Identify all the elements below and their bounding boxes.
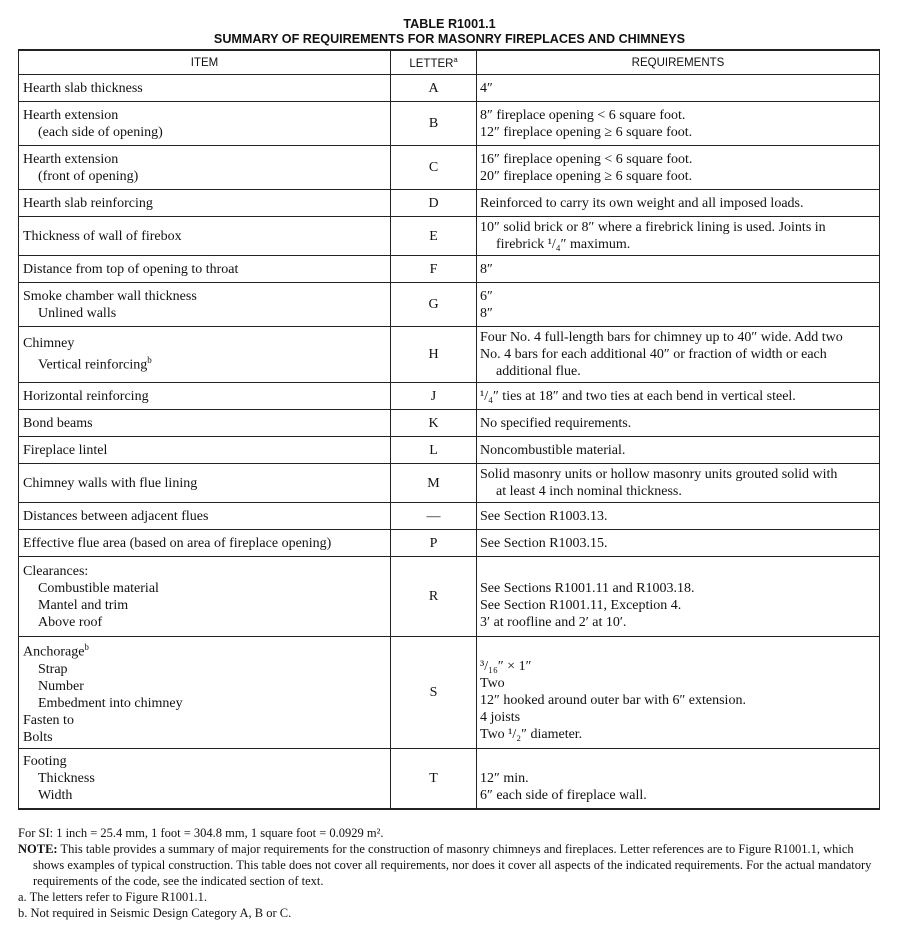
table-row bbox=[19, 503, 880, 530]
item-text: Width bbox=[38, 787, 73, 803]
item-text: Distances between adjacent flues bbox=[23, 508, 209, 524]
item-text: Strap bbox=[38, 661, 68, 677]
requirement-line: Two ¹/₂″ diameter. bbox=[480, 727, 583, 743]
table-row bbox=[19, 383, 880, 410]
item-text: Clearances: bbox=[23, 563, 89, 579]
header-row bbox=[19, 50, 880, 75]
requirement-cell bbox=[477, 437, 880, 464]
item-text: Hearth slab reinforcing bbox=[23, 195, 153, 211]
item-cell bbox=[19, 256, 391, 283]
letter-cell: D bbox=[391, 190, 477, 217]
item-cell bbox=[19, 410, 391, 437]
table-row bbox=[19, 102, 880, 146]
item-text: Chimney bbox=[23, 336, 75, 352]
item-cell bbox=[19, 637, 391, 749]
note-text: This table provides a summary of major requirements for the construction of masonry chimneys and fireplaces. Letter references are to Figure R1001.1, which shows examples of typical construction. This table does not cover all requirements, nor does it cover all aspects of the indicated requirements. For the actual mandatory requirements of the code, see the indicated section of text. bbox=[33, 842, 872, 888]
item-line bbox=[23, 597, 386, 614]
table-row bbox=[19, 557, 880, 637]
requirement-line: Noncombustible material. bbox=[480, 442, 626, 458]
item-line bbox=[23, 352, 386, 374]
item-cell bbox=[19, 383, 391, 410]
requirement-line: See Sections R1001.11 and R1003.18. bbox=[480, 580, 695, 596]
requirement-cell bbox=[477, 190, 880, 217]
letter-cell: K bbox=[391, 410, 477, 437]
item-line bbox=[23, 305, 386, 322]
item-line bbox=[23, 614, 386, 631]
letter-cell: H bbox=[391, 327, 477, 383]
item-line bbox=[23, 661, 386, 678]
item-text: Fasten to bbox=[23, 712, 74, 728]
requirement-cell bbox=[477, 530, 880, 557]
item-line bbox=[23, 261, 386, 278]
requirement-line: 12″ min. bbox=[480, 770, 529, 786]
item-text: Combustible material bbox=[38, 580, 159, 596]
header-letter bbox=[391, 50, 477, 75]
header-letter-text: LETTER bbox=[409, 57, 454, 70]
letter-cell: E bbox=[391, 217, 477, 256]
requirement-line: additional flue. bbox=[496, 364, 581, 379]
item-footnote-marker: b bbox=[84, 642, 89, 652]
table-row bbox=[19, 190, 880, 217]
item-cell bbox=[19, 146, 391, 190]
item-cell bbox=[19, 75, 391, 102]
letter-cell: L bbox=[391, 437, 477, 464]
letter-cell: S bbox=[391, 637, 477, 749]
si-note: For SI: 1 inch = 25.4 mm, 1 foot = 304.8 mm, 1 square foot = 0.0929 m². bbox=[18, 826, 384, 840]
item-line bbox=[23, 580, 386, 597]
table-row bbox=[19, 75, 880, 102]
footnote-b: b. Not required in Seismic Design Category A, B or C. bbox=[18, 906, 292, 920]
requirement-cell bbox=[477, 637, 880, 749]
item-text: Footing bbox=[23, 753, 67, 769]
item-text: Anchorage bbox=[23, 644, 85, 660]
item-line bbox=[23, 695, 386, 712]
requirement-spacer bbox=[480, 753, 875, 770]
item-text: Hearth extension bbox=[23, 151, 119, 167]
item-text: Effective flue area (based on area of fireplace opening) bbox=[23, 535, 332, 551]
item-line bbox=[23, 288, 386, 305]
requirement-line: Four No. 4 full-length bars for chimney up to 40″ wide. Add two bbox=[480, 330, 843, 345]
table-row bbox=[19, 437, 880, 464]
letter-cell: T bbox=[391, 748, 477, 809]
table-row bbox=[19, 530, 880, 557]
requirement-line: 12″ fireplace opening ≥ 6 square foot. bbox=[480, 124, 693, 140]
item-line bbox=[23, 107, 386, 124]
letter-cell: F bbox=[391, 256, 477, 283]
requirement-cell bbox=[477, 557, 880, 637]
requirement-line: 3′ at roofline and 2′ at 10′. bbox=[480, 614, 627, 630]
item-text: (each side of opening) bbox=[38, 124, 163, 140]
item-cell bbox=[19, 102, 391, 146]
table-row bbox=[19, 748, 880, 809]
item-cell bbox=[19, 464, 391, 503]
table-row bbox=[19, 327, 880, 383]
requirement-line: 6″ bbox=[480, 288, 493, 304]
letter-cell: J bbox=[391, 383, 477, 410]
item-line bbox=[23, 508, 386, 525]
requirement-cell bbox=[477, 503, 880, 530]
item-text: Vertical reinforcing bbox=[38, 357, 148, 373]
requirement-line: See Section R1001.11, Exception 4. bbox=[480, 597, 682, 613]
requirement-spacer bbox=[480, 641, 875, 658]
table-row bbox=[19, 464, 880, 503]
note-label: NOTE: bbox=[18, 842, 58, 856]
requirement-line: ¹/₄″ ties at 18″ and two ties at each bend in vertical steel. bbox=[480, 388, 796, 404]
table-notes bbox=[18, 825, 880, 921]
requirement-line: See Section R1003.13. bbox=[480, 508, 608, 524]
requirement-line: 4 joists bbox=[480, 710, 521, 726]
requirements-table bbox=[18, 49, 880, 810]
requirement-spacer bbox=[480, 563, 875, 580]
requirement-line: Reinforced to carry its own weight and all imposed loads. bbox=[480, 195, 804, 211]
letter-cell: R bbox=[391, 557, 477, 637]
requirement-cell bbox=[477, 102, 880, 146]
item-footnote-marker: b bbox=[147, 355, 152, 366]
requirement-line: 8″ fireplace opening < 6 square foot. bbox=[480, 107, 686, 123]
item-line bbox=[23, 168, 386, 185]
letter-cell: B bbox=[391, 102, 477, 146]
requirement-cell bbox=[477, 383, 880, 410]
item-line bbox=[23, 124, 386, 141]
item-text: Bolts bbox=[23, 729, 53, 745]
requirement-cell bbox=[477, 283, 880, 327]
item-cell bbox=[19, 503, 391, 530]
item-cell bbox=[19, 217, 391, 256]
item-cell bbox=[19, 530, 391, 557]
item-text: Unlined walls bbox=[38, 305, 117, 321]
item-text: Mantel and trim bbox=[38, 597, 129, 613]
requirement-line: No specified requirements. bbox=[480, 415, 632, 431]
requirement-cell bbox=[477, 410, 880, 437]
requirement-line: Solid masonry units or hollow masonry units grouted solid with bbox=[480, 467, 838, 482]
item-line bbox=[23, 729, 386, 746]
header-letter-footnote: a bbox=[453, 55, 458, 65]
item-text: Bond beams bbox=[23, 415, 93, 431]
letter-cell: C bbox=[391, 146, 477, 190]
requirement-cell bbox=[477, 464, 880, 503]
table-number: TABLE R1001.1 bbox=[403, 17, 496, 31]
item-line bbox=[23, 563, 386, 580]
item-text: Hearth slab thickness bbox=[23, 80, 143, 96]
requirement-line: Two bbox=[480, 676, 505, 692]
letter-cell: A bbox=[391, 75, 477, 102]
item-line bbox=[23, 639, 386, 661]
item-text: Horizontal reinforcing bbox=[23, 388, 149, 404]
item-text: Hearth extension bbox=[23, 107, 119, 123]
item-text: Above roof bbox=[38, 614, 103, 630]
requirement-cell bbox=[477, 146, 880, 190]
footnote-a: a. The letters refer to Figure R1001.1. bbox=[18, 890, 207, 904]
item-text: Fireplace lintel bbox=[23, 442, 108, 458]
item-line bbox=[23, 228, 386, 245]
item-line bbox=[23, 195, 386, 212]
header-item: ITEM bbox=[19, 50, 391, 75]
letter-cell: P bbox=[391, 530, 477, 557]
item-text: Distance from top of opening to throat bbox=[23, 261, 239, 277]
item-line bbox=[23, 753, 386, 770]
table-row bbox=[19, 217, 880, 256]
table-row bbox=[19, 283, 880, 327]
item-line bbox=[23, 475, 386, 492]
requirement-line: ³/₁₆″ × 1″ bbox=[480, 659, 532, 675]
requirement-line: 8″ bbox=[480, 305, 493, 321]
requirement-cell bbox=[477, 256, 880, 283]
item-text: Number bbox=[38, 678, 84, 694]
item-line bbox=[23, 151, 386, 168]
requirement-line: 12″ hooked around outer bar with 6″ extension. bbox=[480, 693, 746, 709]
item-text: Thickness bbox=[38, 770, 95, 786]
requirement-line: 4″ bbox=[480, 80, 493, 96]
table-row bbox=[19, 256, 880, 283]
item-line bbox=[23, 442, 386, 459]
item-cell bbox=[19, 283, 391, 327]
item-cell bbox=[19, 327, 391, 383]
table-title: SUMMARY OF REQUIREMENTS FOR MASONRY FIREPLACES AND CHIMNEYS bbox=[213, 32, 686, 46]
requirement-cell bbox=[477, 327, 880, 383]
item-cell bbox=[19, 437, 391, 464]
letter-cell: G bbox=[391, 283, 477, 327]
requirement-line: firebrick ¹/₄″ maximum. bbox=[496, 237, 631, 252]
item-line bbox=[23, 770, 386, 787]
requirement-line: at least 4 inch nominal thickness. bbox=[496, 484, 682, 499]
item-line bbox=[23, 787, 386, 804]
requirement-cell bbox=[477, 75, 880, 102]
item-line bbox=[23, 80, 386, 97]
item-line bbox=[23, 388, 386, 405]
table-body bbox=[19, 75, 880, 810]
header-requirements: REQUIREMENTS bbox=[477, 50, 880, 75]
item-line bbox=[23, 712, 386, 729]
requirement-line: 10″ solid brick or 8″ where a firebrick lining is used. Joints in bbox=[480, 220, 826, 235]
table-row bbox=[19, 146, 880, 190]
requirement-line: 6″ each side of fireplace wall. bbox=[480, 787, 647, 803]
requirement-line: See Section R1003.15. bbox=[480, 535, 608, 551]
requirement-cell bbox=[477, 748, 880, 809]
requirement-line: 20″ fireplace opening ≥ 6 square foot. bbox=[480, 168, 693, 184]
letter-cell: — bbox=[391, 503, 477, 530]
item-cell bbox=[19, 557, 391, 637]
table-row bbox=[19, 637, 880, 749]
item-cell bbox=[19, 190, 391, 217]
item-text: (front of opening) bbox=[38, 168, 139, 184]
item-text: Thickness of wall of firebox bbox=[23, 228, 182, 244]
item-line bbox=[23, 415, 386, 432]
item-cell bbox=[19, 748, 391, 809]
item-text: Chimney walls with flue lining bbox=[23, 475, 198, 491]
item-line bbox=[23, 535, 386, 552]
item-text: Smoke chamber wall thickness bbox=[23, 288, 197, 304]
requirement-line: No. 4 bars for each additional 40″ or fraction of width or each bbox=[480, 347, 827, 362]
table-row bbox=[19, 410, 880, 437]
item-line bbox=[23, 678, 386, 695]
requirement-cell bbox=[477, 217, 880, 256]
item-text: Embedment into chimney bbox=[38, 695, 183, 711]
requirement-line: 8″ bbox=[480, 261, 493, 277]
letter-cell: M bbox=[391, 464, 477, 503]
general-note bbox=[18, 841, 880, 889]
requirement-line: 16″ fireplace opening < 6 square foot. bbox=[480, 151, 693, 167]
item-line bbox=[23, 335, 386, 352]
